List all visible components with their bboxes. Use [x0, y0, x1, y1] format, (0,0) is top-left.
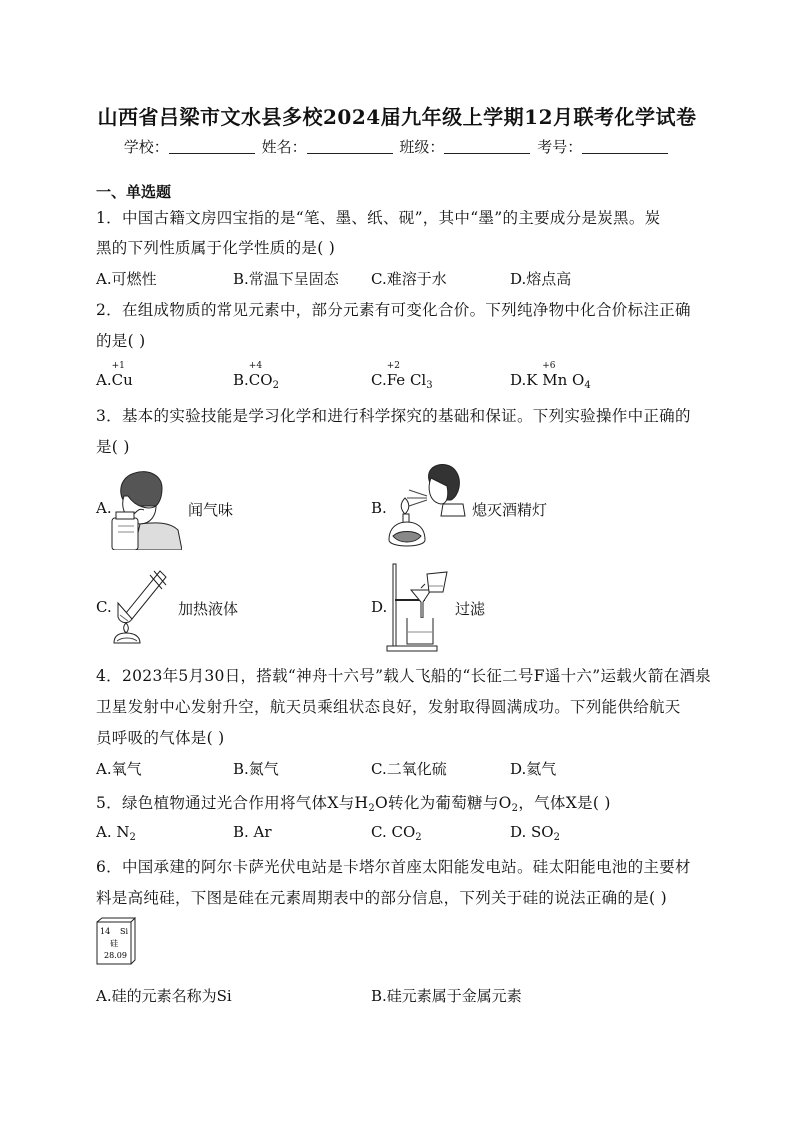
q1-option-b[interactable]: B.常温下呈固态	[233, 270, 339, 288]
section-heading: 一、单选题	[96, 183, 172, 201]
q3-option-d-label: 过滤	[455, 600, 486, 618]
q4-stem-line1: 4．2023年5月30日，搭载“神舟十六号”载人飞船的“长征二号F遥十六”运载火箭在酒泉	[96, 667, 712, 685]
q3-option-a-letter[interactable]: A.	[96, 499, 112, 517]
heating-liquid-illustration	[110, 565, 172, 647]
school-blank[interactable]	[169, 139, 255, 154]
q3-option-b-letter[interactable]: B.	[371, 499, 387, 517]
blow-out-lamp-illustration	[385, 460, 469, 552]
q6-stem-line1: 6．中国承建的阿尔卡萨光伏电站是卡塔尔首座太阳能发电站。硅太阳能电池的主要材	[96, 858, 691, 876]
school-label: 学校：	[123, 138, 169, 156]
q3-stem-line1: 3．基本的实验技能是学习化学和进行科学探究的基础和保证。下列实验操作中正确的	[96, 407, 691, 425]
q1-option-c[interactable]: C.难溶于水	[371, 270, 447, 288]
q5-option-d[interactable]: D. $SO_2$	[510, 823, 560, 843]
q4-option-a[interactable]: A.氧气	[96, 760, 142, 778]
q4-stem-line3: 员呼吸的气体是( )	[96, 729, 225, 747]
number-label: 考号：	[537, 138, 583, 156]
name-label: 姓名：	[261, 138, 307, 156]
q3-option-c-letter[interactable]: C.	[96, 598, 112, 616]
smelling-gas-illustration	[110, 466, 182, 550]
q5-option-c[interactable]: C. $CO_2$	[371, 823, 422, 843]
q3-option-a-label: 闻气味	[188, 501, 234, 519]
element-mass: 28.09	[104, 951, 127, 960]
q5-option-b[interactable]: B. Ar	[233, 823, 272, 841]
q2-option-c[interactable]: C. +2 Fe $Cl_3$	[371, 361, 433, 391]
class-label: 班级：	[399, 138, 445, 156]
q1-option-d[interactable]: D.熔点高	[510, 270, 572, 288]
q5-stem: 5．绿色植物通过光合作用将气体X与$H_2O$转化为葡萄糖与$O_2$，气体X是( )	[96, 794, 611, 814]
q3-option-b-label: 熄灭酒精灯	[472, 501, 548, 519]
q4-option-d[interactable]: D.氦气	[510, 760, 557, 778]
page-title: 山西省吕梁市文水县多校2024届九年级上学期12月联考化学试卷	[97, 105, 697, 129]
element-number: 14	[100, 927, 111, 936]
q2-stem-line2: 的是( )	[96, 332, 146, 350]
q4-option-c[interactable]: C.二氧化硫	[371, 760, 447, 778]
q3-option-d-letter[interactable]: D.	[371, 598, 388, 616]
silicon-element-card	[96, 917, 136, 965]
element-symbol: Si	[120, 927, 129, 936]
q2-option-d[interactable]: D.K +6 Mn $O_4$	[510, 361, 591, 391]
q3-option-c-label: 加热液体	[178, 600, 239, 618]
q4-stem-line2: 卫星发射中心发射升空，航天员乘组状态良好，发射取得圆满成功。下列能供给航天	[96, 698, 681, 716]
q5-option-a[interactable]: A. $N_2$	[96, 823, 136, 843]
q1-stem-line1: 1．中国古籍文房四宝指的是“笔、墨、纸、砚”，其中“墨”的主要成分是炭黑。炭	[96, 209, 661, 227]
q6-option-a[interactable]: A.硅的元素名称为Si	[96, 987, 232, 1005]
name-blank[interactable]	[307, 139, 393, 154]
q4-option-b[interactable]: B.氮气	[233, 760, 279, 778]
student-info-line	[0, 136, 794, 157]
q1-stem-line2: 黑的下列性质属于化学性质的是( )	[96, 239, 336, 257]
element-name: 硅	[110, 939, 118, 948]
q6-option-b[interactable]: B.硅元素属于金属元素	[371, 987, 522, 1005]
q1-option-a[interactable]: A.可燃性	[96, 270, 157, 288]
q2-stem-line1: 2．在组成物质的常见元素中，部分元素有可变化合价。下列纯净物中化合价标注正确	[96, 301, 691, 319]
number-blank[interactable]	[582, 139, 668, 154]
filtration-illustration	[385, 560, 451, 652]
q2-option-a[interactable]: A. +1 Cu	[96, 361, 133, 389]
class-blank[interactable]	[444, 139, 530, 154]
q2-option-b[interactable]: B. +4 $CO_2$	[233, 361, 279, 391]
q3-stem-line2: 是( )	[96, 438, 130, 456]
q6-stem-line2: 料是高纯硅，下图是硅在元素周期表中的部分信息，下列关于硅的说法正确的是( )	[96, 889, 667, 907]
